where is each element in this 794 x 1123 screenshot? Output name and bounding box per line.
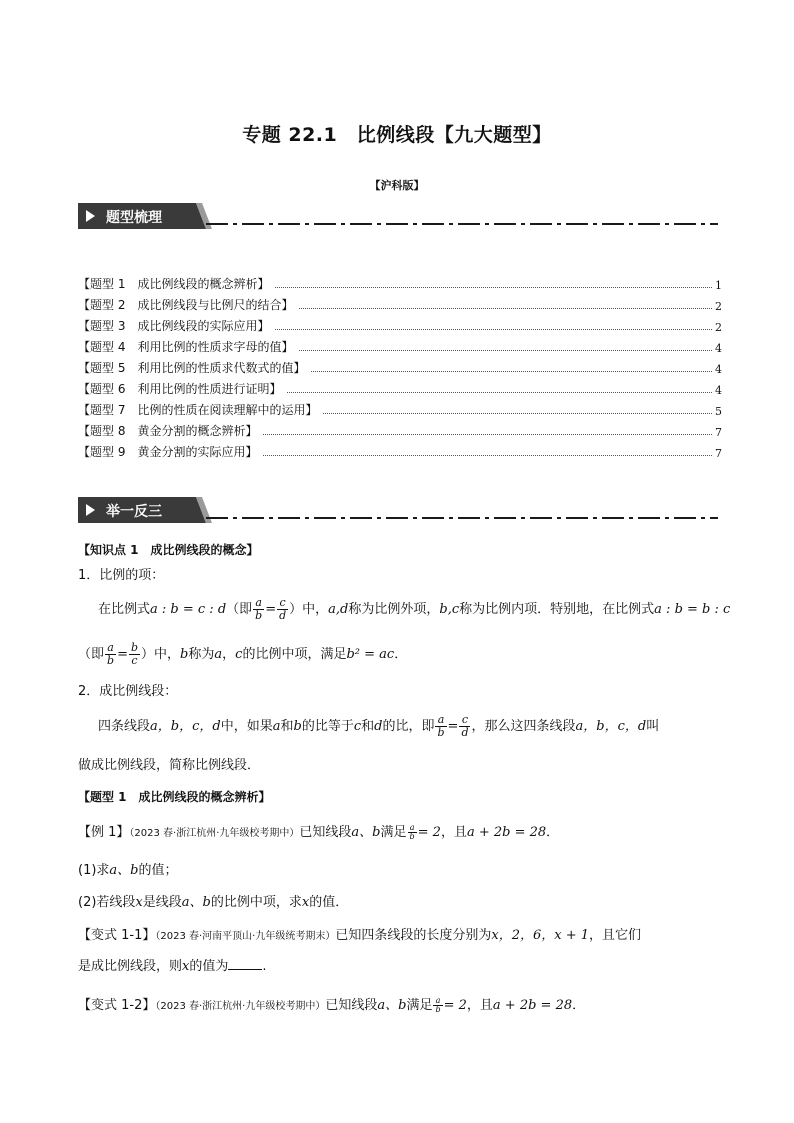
text: 称为比例外项， — [348, 602, 440, 617]
formula: x，2，6，x + 1 — [491, 928, 590, 943]
text: ，且 — [466, 998, 493, 1013]
text: ，且 — [440, 825, 467, 840]
toc-page: 4 — [715, 363, 722, 376]
page-title: 专题 22.1 比例线段【九大题型】 — [242, 124, 552, 146]
fraction: $\frac{a}{b}$ — [409, 823, 415, 841]
toc-leader — [275, 328, 712, 330]
question-1 — [78, 861, 722, 881]
toc-label: 【题型 8 黄金分割的概念辨析】 — [78, 424, 258, 438]
text: ）中， — [289, 602, 329, 617]
variant-1-2 — [78, 996, 722, 1017]
text: 的比例中项，求 — [210, 895, 302, 910]
text: ． — [572, 998, 586, 1013]
knowledge-item-2-line-1: 四条线段a，b，c，d中，如果a和b的比等于c和d的比，即 $\frac{a}{b}$ = $\frac{c}{d}$ ，那么这四条线段a，b，c，d叫 — [98, 713, 660, 739]
formula: a、b — [181, 895, 211, 910]
formula: a + 2b = 28 — [466, 825, 547, 840]
formula: a、b — [351, 825, 381, 840]
fraction: $\frac{a}{b}$ — [437, 713, 445, 739]
variant-1-1-line-2 — [78, 957, 722, 977]
formula: c — [235, 647, 243, 662]
text: 是线段 — [142, 895, 182, 910]
fraction: $\frac{a}{b}$ — [435, 996, 441, 1014]
toc-item[interactable] — [78, 402, 722, 418]
section-bar-examples — [78, 497, 718, 523]
text: 已知四条线段的长度分别为 — [335, 928, 492, 943]
variant-source: （2023 春·河南平顶山·九年级统考期末） — [155, 931, 336, 942]
toc-label: 【题型 6 利用比例的性质进行证明】 — [78, 382, 282, 396]
toc-label: 【题型 4 利用比例的性质求字母的值】 — [78, 340, 294, 354]
toc-leader — [299, 349, 712, 351]
toc-page: 4 — [715, 342, 722, 355]
toc-leader — [299, 307, 712, 309]
text: 和 — [361, 719, 375, 734]
fraction: $\frac{c}{d}$ — [279, 596, 287, 622]
answer-blank[interactable] — [228, 957, 262, 970]
formula: = 2 — [417, 825, 441, 840]
text: 四条线段 — [98, 719, 151, 734]
section-bar-graphic — [78, 497, 718, 523]
toc-item[interactable] — [78, 423, 722, 439]
knowledge-item-1-line-1: 在比例式a : b = c : d（即 $\frac{a}{b}$ = $\frac{c}{d}$ ）中，a,d称为比例外项，b,c称为比例内项．特别地，在比例式a : b = b : c — [98, 596, 731, 622]
formula: a,d — [328, 602, 349, 617]
text: ，那么这四条线段 — [471, 719, 576, 734]
formula: a : b = c : d — [150, 602, 227, 617]
example-1 — [78, 823, 722, 844]
fraction: $\frac{c}{d}$ — [461, 713, 469, 739]
toc-label: 【题型 2 成比例线段与比例尺的结合】 — [78, 298, 294, 312]
toc-page: 5 — [715, 405, 722, 418]
text: 满足 — [380, 825, 407, 840]
toc-page: 7 — [715, 426, 722, 439]
example-label: 【例 1】 — [78, 825, 130, 840]
toc-item[interactable] — [78, 276, 722, 292]
variant-label: 【变式 1-1】 — [78, 928, 156, 943]
toc-label: 【题型 3 成比例线段的实际应用】 — [78, 319, 270, 333]
toc-item[interactable] — [78, 444, 722, 460]
fraction: $\frac{a}{b}$ — [107, 641, 115, 667]
formula: b — [180, 647, 189, 662]
formula: x — [135, 895, 143, 910]
text: 的值； — [138, 863, 178, 878]
formula: b² = ac — [346, 647, 395, 662]
toc-leader — [263, 454, 712, 456]
text: 中，如果 — [220, 719, 273, 734]
toc-label: 【题型 5 利用比例的性质求代数式的值】 — [78, 361, 306, 375]
table-of-contents — [78, 276, 722, 476]
formula: a + 2b = 28 — [492, 998, 573, 1013]
formula: x — [301, 895, 310, 910]
toc-leader — [263, 433, 712, 435]
toc-leader — [311, 370, 712, 372]
toc-page: 1 — [715, 279, 722, 292]
text: 的值． — [309, 895, 349, 910]
section-bar-graphic — [78, 203, 718, 229]
text: 满足 — [406, 998, 433, 1013]
text: ． — [546, 825, 560, 840]
section-title: 题型梳理 — [106, 210, 162, 226]
toc-label: 【题型 1 成比例线段的概念辨析】 — [78, 277, 270, 291]
fraction: $\frac{b}{c}$ — [130, 641, 139, 667]
text: （即 — [226, 602, 253, 617]
formula: = 2 — [443, 998, 467, 1013]
formula: a，b，c，d — [575, 719, 647, 734]
toc-label: 【题型 9 黄金分割的实际应用】 — [78, 445, 258, 459]
toc-item[interactable] — [78, 318, 722, 334]
formula: a — [272, 719, 281, 734]
toc-item[interactable] — [78, 360, 722, 376]
text: 的比，即 — [382, 719, 435, 734]
text: 在比例式 — [98, 602, 151, 617]
text: (1)求 — [78, 863, 110, 878]
formula: a，b，c，d — [150, 719, 221, 734]
formula: x — [182, 959, 190, 974]
knowledge-item-2-title: 2．成比例线段： — [78, 684, 178, 699]
text: 叫 — [646, 719, 660, 734]
toc-item[interactable] — [78, 297, 722, 313]
text: (2)若线段 — [78, 895, 136, 910]
formula: a、b — [109, 863, 139, 878]
text: ，且它们 — [589, 928, 642, 943]
text: ）中， — [141, 647, 181, 662]
text: . — [262, 959, 267, 974]
text: ． — [394, 647, 408, 662]
text: 的比例中项，满足 — [242, 647, 347, 662]
example-source: （2023 春·浙江杭州·九年级校考期中） — [129, 828, 300, 839]
toc-leader — [275, 286, 712, 288]
knowledge-item-1-line-2: （即 $\frac{a}{b}$ = $\frac{b}{c}$ ）中，b称为a，c的比例中项，满足b² = ac． — [78, 641, 408, 667]
variant-source: （2023 春·浙江杭州·九年级校考期中） — [155, 1001, 326, 1012]
variant-1-1 — [78, 926, 722, 947]
section-title: 举一反三 — [106, 504, 162, 520]
knowledge-heading: 【知识点 1 成比例线段的概念】 — [78, 543, 259, 557]
text: 称为 — [188, 647, 215, 662]
type-1-heading: 【题型 1 成比例线段的概念辨析】 — [78, 790, 271, 804]
text: 的比等于 — [301, 719, 354, 734]
toc-page: 7 — [715, 447, 722, 460]
formula: d — [374, 719, 383, 734]
text: 称为比例内项．特别地，在比例式 — [459, 602, 655, 617]
formula: b — [293, 719, 302, 734]
text: （即 — [78, 647, 105, 662]
text: 已知线段 — [325, 998, 378, 1013]
question-2 — [78, 893, 722, 913]
formula: a、b — [377, 998, 407, 1013]
section-bar-types — [78, 203, 718, 229]
toc-leader — [323, 412, 712, 414]
text: 和 — [280, 719, 294, 734]
edition-label: 【沪科版】 — [369, 179, 425, 192]
toc-label: 【题型 7 比例的性质在阅读理解中的运用】 — [78, 403, 318, 417]
knowledge-item-2-line-2: 做成比例线段，简称比例线段． — [78, 758, 261, 773]
knowledge-item-1-title: 1．比例的项： — [78, 568, 165, 583]
formula: a : b = b : c — [654, 602, 731, 617]
toc-item[interactable] — [78, 381, 722, 397]
text: 是成比例线段，则 — [78, 959, 183, 974]
toc-page: 2 — [715, 300, 722, 313]
toc-page: 2 — [715, 321, 722, 334]
formula: c — [353, 719, 362, 734]
fraction: $\frac{a}{b}$ — [255, 596, 263, 622]
toc-leader — [287, 391, 712, 393]
text: ， — [222, 647, 236, 662]
toc-item[interactable] — [78, 339, 722, 355]
formula: a — [214, 647, 223, 662]
toc-page: 4 — [715, 384, 722, 397]
text: 的值为 — [189, 959, 229, 974]
variant-label: 【变式 1-2】 — [78, 998, 156, 1013]
formula: b,c — [439, 602, 460, 617]
text: 已知线段 — [299, 825, 352, 840]
